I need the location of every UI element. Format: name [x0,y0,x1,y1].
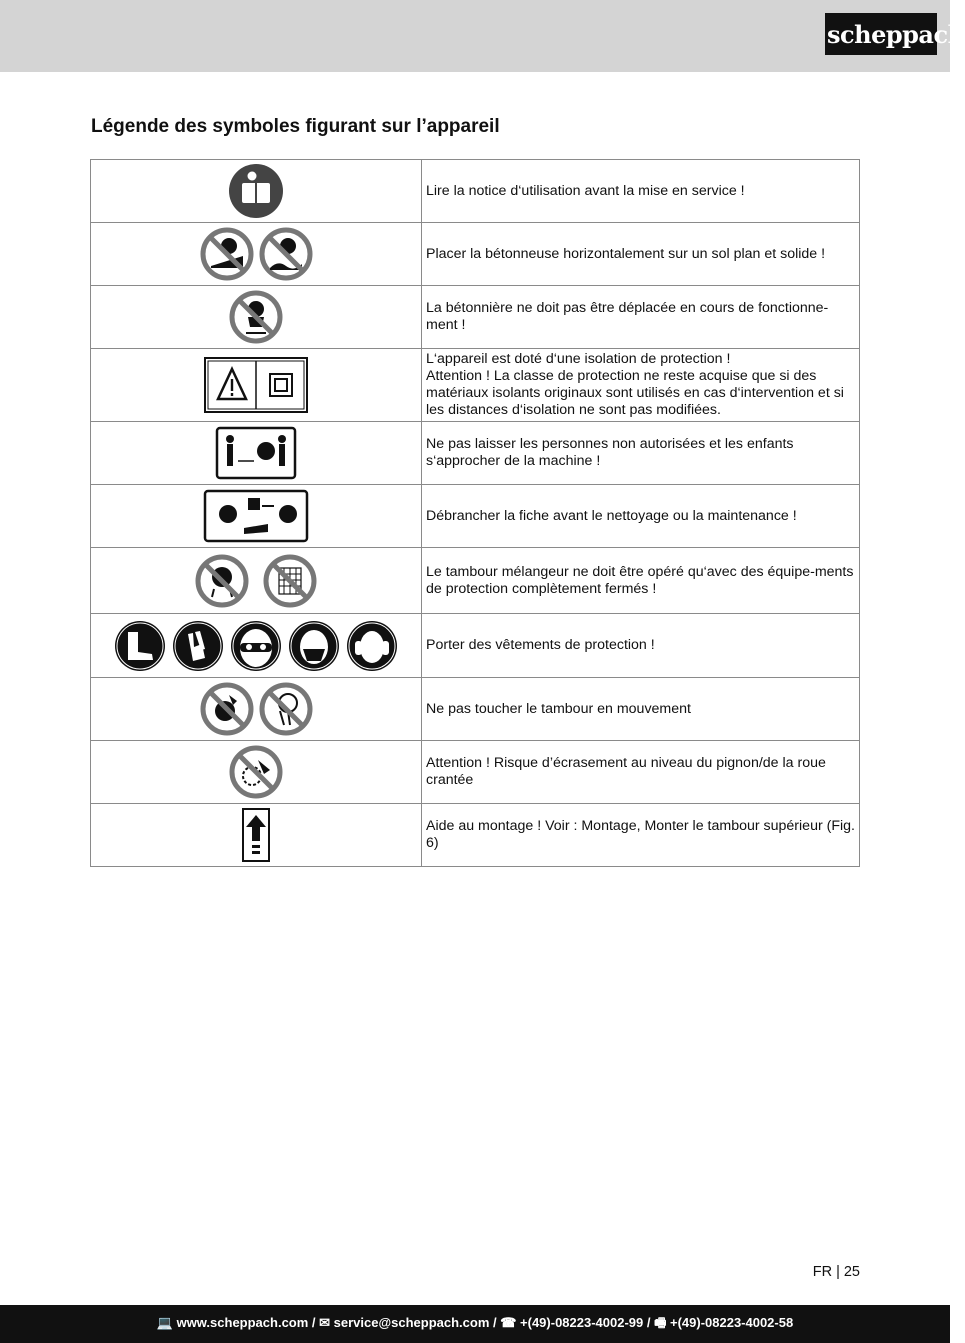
table-row [91,804,860,867]
row-description: La bétonnière ne doit pas être déplacée en cours de fonctionne-ment ! [422,286,860,349]
warning-triangle-icon [204,357,308,413]
row-description: Placer la bétonneuse horizontalement sur un sol plan et solide ! [422,223,860,286]
table-row [91,422,860,485]
no-reach-into-drum-icon [258,681,314,737]
row-description: Aide au montage ! Voir : Montage, Monter le tambour supérieur (Fig. 6) [422,804,860,867]
table-row [91,678,860,741]
no-slope-placement-icon [199,226,255,282]
no-moving-during-operation-icon [228,289,284,345]
header-bar [0,0,950,72]
no-touch-drum-icon [199,681,255,737]
dust-mask-icon [287,619,341,673]
page-title: Légende des symboles figurant sur l’appareil [91,116,500,137]
no-operation-without-guard-icon [194,553,250,609]
page-number: FR | 25 [812,1264,860,1280]
row-description: Lire la notice d‘utilisation avant la mise en service ! [422,160,860,223]
ear-protection-icon [345,619,399,673]
row-description: L‘appareil est doté d‘une isolation de protection ! Attention ! La classe de protection ne reste acquise que si des matériaux isolants originaux sont utilisés en cas d‘intervention et si les distances d‘isolation ne sont pas modifiées. [422,349,860,422]
table-row [91,160,860,223]
row-description: Ne pas laisser les personnes non autorisées et les enfants s‘approcher de la machine ! [422,422,860,485]
table-row [91,614,860,678]
safety-goggles-icon [229,619,283,673]
row-description: Débrancher la fiche avant le nettoyage ou la maintenance ! [422,485,860,548]
table-row [91,548,860,614]
row-description: Porter des vêtements de protection ! [422,614,860,678]
table-row [91,223,860,286]
unplug-before-maintenance-icon [204,490,308,542]
symbol-legend-table [90,159,860,867]
no-uneven-ground-icon [258,226,314,282]
safety-boots-icon [113,619,167,673]
table-row [91,349,860,422]
row-description: Ne pas toucher le tambour en mouvement [422,678,860,741]
row-description: Le tambour mélangeur ne doit être opéré qu‘avec des équipe-ments de protection complètement fermés ! [422,548,860,614]
read-manual-icon [228,163,284,219]
no-open-guard-icon [262,553,318,609]
table-row [91,741,860,804]
table-row [91,485,860,548]
table-row [91,286,860,349]
footer-contact-bar: 💻 www.scheppach.com / ✉ service@scheppach.com / ☎ +(49)-08223-4002-99 / 🖷 +(49)-08223-4002-58 [0,1305,950,1343]
arrow-up-mounting-icon [241,807,271,863]
safety-gloves-icon [171,619,225,673]
brand-logo: scheppach [825,13,937,55]
crush-hazard-gear-icon [228,744,284,800]
row-description: Attention ! Risque d’écrasement au niveau du pignon/de la roue crantée [422,741,860,804]
keep-bystanders-away-icon [216,427,296,479]
